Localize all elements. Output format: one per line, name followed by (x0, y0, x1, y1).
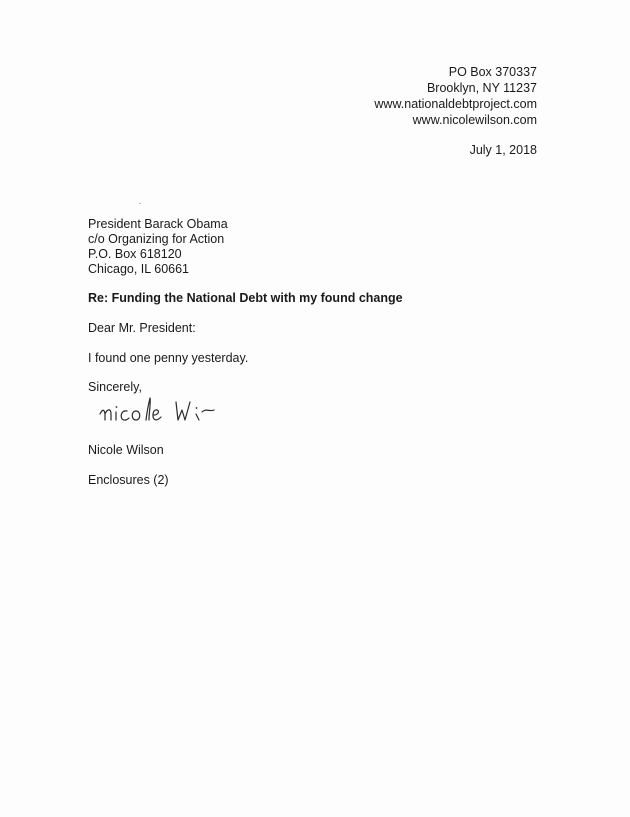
recipient-address-block (88, 217, 228, 277)
sender-address-block (374, 64, 537, 128)
letter-closing: Sincerely, (88, 380, 142, 394)
sender-city-state-zip: Brooklyn, NY 11237 (426, 81, 537, 95)
handwritten-signature (96, 392, 256, 432)
letter-body: I found one penny yesterday. (88, 351, 249, 365)
sender-po-box: PO Box 370337 (448, 65, 537, 79)
enclosures-note: Enclosures (2) (88, 473, 169, 487)
recipient-city-state-zip: Chicago, IL 60661 (88, 262, 190, 276)
letter-salutation: Dear Mr. President: (88, 321, 196, 335)
sender-website-project: www.nationaldebtproject.com (374, 97, 537, 111)
signer-name: Nicole Wilson (88, 443, 164, 457)
letter-date: July 1, 2018 (469, 143, 537, 157)
recipient-name: President Barack Obama (88, 217, 228, 231)
recipient-organization: c/o Organizing for Action (88, 232, 225, 246)
letter-subject: Re: Funding the National Debt with my found change (88, 291, 403, 305)
sender-website-personal: www.nicolewilson.com (412, 113, 537, 127)
recipient-po-box: P.O. Box 618120 (88, 247, 182, 261)
scan-speck (139, 203, 141, 204)
